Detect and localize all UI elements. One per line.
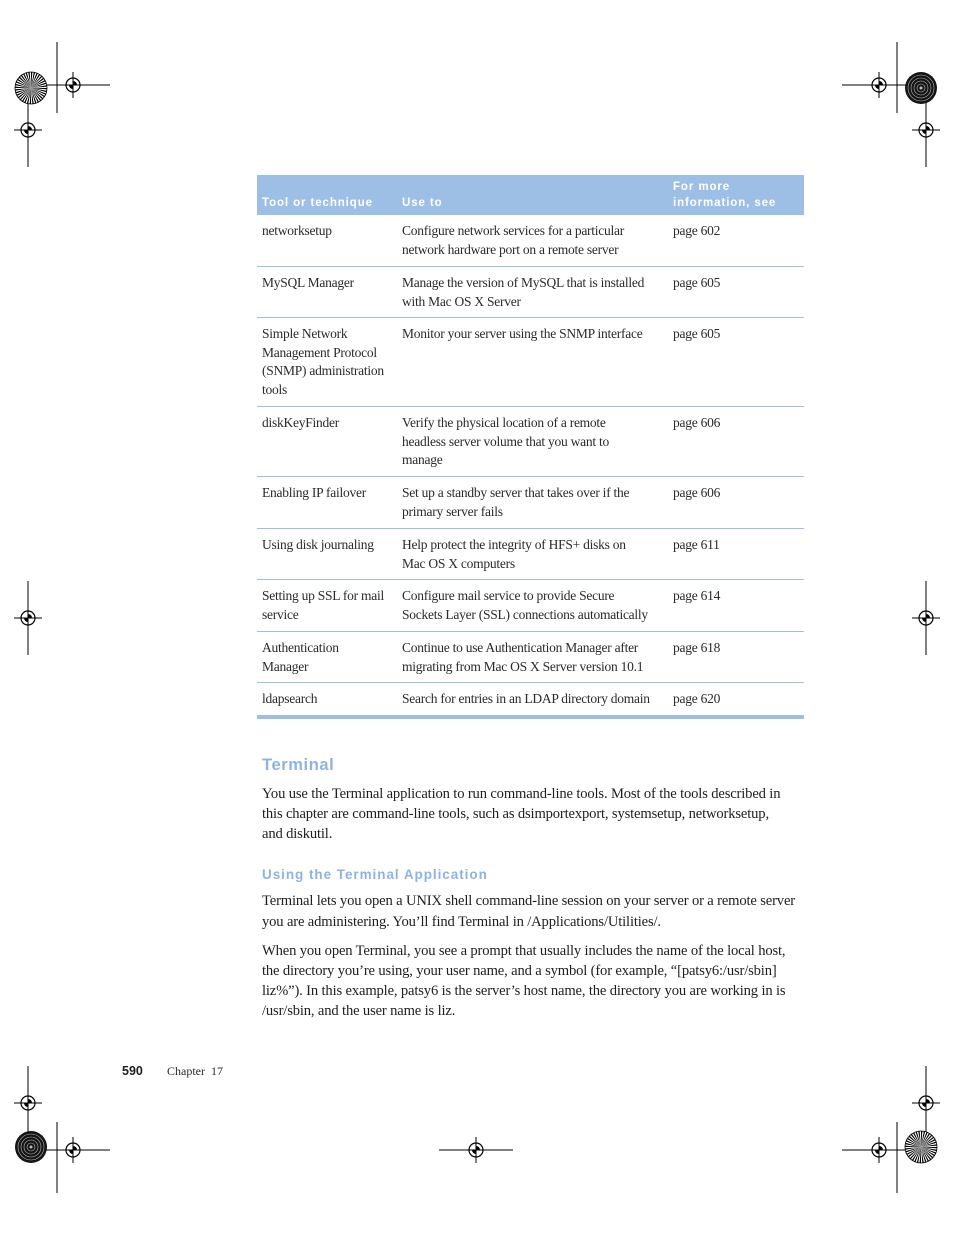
target-mark bbox=[905, 72, 937, 104]
table-row bbox=[257, 580, 804, 632]
registration-mark bbox=[36, 1137, 110, 1163]
tool-cell bbox=[257, 529, 397, 579]
cell-line: Management Protocol bbox=[262, 344, 377, 360]
reference-cell bbox=[668, 529, 804, 579]
header-reference bbox=[668, 175, 804, 215]
cell-line: diskKeyFinder bbox=[262, 415, 339, 430]
reference-cell bbox=[668, 683, 804, 715]
registration-mark bbox=[14, 1066, 42, 1140]
cell-line: Verify the physical location of a remote bbox=[402, 415, 606, 430]
cell-line: primary server fails bbox=[402, 503, 503, 519]
header-use bbox=[397, 175, 668, 215]
paragraph bbox=[262, 891, 795, 932]
cell-line: network hardware port on a remote server bbox=[402, 241, 619, 257]
chapter-label: Chapter 17 bbox=[167, 1064, 223, 1078]
header-tool bbox=[257, 175, 397, 215]
table-header bbox=[257, 175, 804, 215]
page-reference: page 614 bbox=[673, 588, 721, 603]
cell-line: Using disk journaling bbox=[262, 537, 374, 552]
use-cell bbox=[397, 267, 668, 317]
reference-cell bbox=[668, 407, 804, 476]
use-cell bbox=[397, 580, 668, 631]
registration-mark bbox=[439, 1137, 513, 1163]
tools-table bbox=[257, 175, 804, 719]
table-row bbox=[257, 477, 804, 529]
cell-line: networksetup bbox=[262, 223, 332, 238]
table-row bbox=[257, 318, 804, 407]
use-cell bbox=[397, 683, 668, 715]
table-row bbox=[257, 267, 804, 318]
registration-mark bbox=[14, 581, 42, 655]
table-body bbox=[257, 215, 804, 719]
section-heading: Terminal bbox=[262, 756, 335, 774]
tool-cell bbox=[257, 267, 397, 317]
cell-line: Search for entries in an LDAP directory domain bbox=[402, 691, 650, 706]
cell-line: service bbox=[262, 606, 299, 622]
tool-cell bbox=[257, 318, 397, 406]
paragraph-line: When you open Terminal, you see a prompt that usually includes the name of the local host, bbox=[262, 943, 786, 959]
paragraph-line: the directory you’re using, your user name, and a symbol (for example, “[patsy6:/usr/sbin] bbox=[262, 963, 777, 979]
paragraph bbox=[262, 784, 780, 844]
target-mark bbox=[15, 1131, 47, 1163]
page-reference: page 611 bbox=[673, 537, 720, 552]
page-reference: page 605 bbox=[673, 275, 721, 290]
subsection-heading: Using the Terminal Application bbox=[262, 867, 488, 882]
header-label: For more bbox=[673, 181, 731, 193]
cell-line: Manage the version of MySQL that is installed bbox=[402, 275, 645, 290]
cell-line: Enabling IP failover bbox=[262, 485, 366, 500]
tool-cell bbox=[257, 580, 397, 631]
cell-line: ldapsearch bbox=[262, 691, 318, 706]
registration-mark bbox=[842, 72, 916, 98]
cell-line: Mac OS X computers bbox=[402, 555, 515, 571]
tool-cell bbox=[257, 683, 397, 715]
page-reference: page 620 bbox=[673, 691, 721, 706]
page-reference: page 602 bbox=[673, 223, 721, 238]
cell-line: (SNMP) administration bbox=[262, 363, 384, 379]
paragraph-line: this chapter are command-line tools, such as dsimportexport, systemsetup, networksetup, bbox=[262, 806, 769, 822]
paragraph-line: and diskutil. bbox=[262, 826, 333, 842]
cell-line: Manager bbox=[262, 658, 309, 674]
reference-cell bbox=[668, 632, 804, 682]
cell-line: tools bbox=[262, 382, 288, 398]
paragraph-line: Terminal lets you open a UNIX shell command-line session on your server or a remote server bbox=[262, 893, 795, 909]
cell-line: Set up a standby server that takes over if the bbox=[402, 485, 630, 500]
table-row bbox=[257, 632, 804, 683]
table-row bbox=[257, 529, 804, 580]
cell-line: headless server volume that you want to bbox=[402, 433, 609, 449]
reference-cell bbox=[668, 267, 804, 317]
cell-line: with Mac OS X Server bbox=[402, 293, 521, 309]
tool-cell bbox=[257, 477, 397, 528]
header-label: Tool or technique bbox=[262, 197, 373, 209]
tool-cell bbox=[257, 215, 397, 266]
use-cell bbox=[397, 477, 668, 528]
cell-line: Configure mail service to provide Secure bbox=[402, 588, 615, 603]
header-label: information, see bbox=[673, 197, 777, 209]
page-reference: page 618 bbox=[673, 640, 721, 655]
tool-cell bbox=[257, 407, 397, 476]
cell-line: Continue to use Authentication Manager after bbox=[402, 640, 639, 655]
table-row bbox=[257, 215, 804, 267]
header-label: Use to bbox=[402, 197, 443, 209]
starburst-mark bbox=[905, 1131, 937, 1163]
cell-line: Authentication bbox=[262, 640, 339, 655]
reference-cell bbox=[668, 215, 804, 266]
reference-cell bbox=[668, 580, 804, 631]
registration-mark bbox=[912, 581, 940, 655]
cell-line: Sockets Layer (SSL) connections automatically bbox=[402, 606, 648, 622]
page-reference: page 606 bbox=[673, 415, 721, 430]
table-row bbox=[257, 683, 804, 719]
cell-line: MySQL Manager bbox=[262, 275, 354, 290]
table-row bbox=[257, 407, 804, 477]
page-reference: page 605 bbox=[673, 326, 721, 341]
use-cell bbox=[397, 407, 668, 476]
paragraph-line: You use the Terminal application to run command-line tools. Most of the tools described in bbox=[262, 786, 781, 802]
use-cell bbox=[397, 529, 668, 579]
page-reference: page 606 bbox=[673, 485, 721, 500]
paragraph bbox=[262, 941, 785, 1021]
use-cell bbox=[397, 318, 668, 406]
cell-line: Configure network services for a particular bbox=[402, 223, 625, 238]
cell-line: manage bbox=[402, 452, 443, 468]
paragraph-line: you are administering. You’ll find Terminal in /Applications/Utilities/. bbox=[262, 913, 661, 930]
use-cell bbox=[397, 632, 668, 682]
cell-line: migrating from Mac OS X Server version 10.1 bbox=[402, 658, 644, 674]
tool-cell bbox=[257, 632, 397, 682]
paragraph-line: liz%”). In this example, patsy6 is the server’s host name, the directory you are working in is bbox=[262, 983, 786, 999]
registration-mark bbox=[912, 1066, 940, 1140]
use-cell bbox=[397, 215, 668, 266]
cell-line: Simple Network bbox=[262, 326, 348, 341]
starburst-mark bbox=[15, 72, 47, 104]
cell-line: Help protect the integrity of HFS+ disks on bbox=[402, 537, 626, 552]
paragraph-line: /usr/sbin, and the user name is liz. bbox=[262, 1003, 456, 1019]
page-number: 590 bbox=[122, 1064, 143, 1078]
reference-cell bbox=[668, 477, 804, 528]
reference-cell bbox=[668, 318, 804, 406]
registration-mark bbox=[912, 93, 940, 167]
cell-line: Monitor your server using the SNMP interface bbox=[402, 326, 643, 341]
cell-line: Setting up SSL for mail bbox=[262, 588, 384, 603]
